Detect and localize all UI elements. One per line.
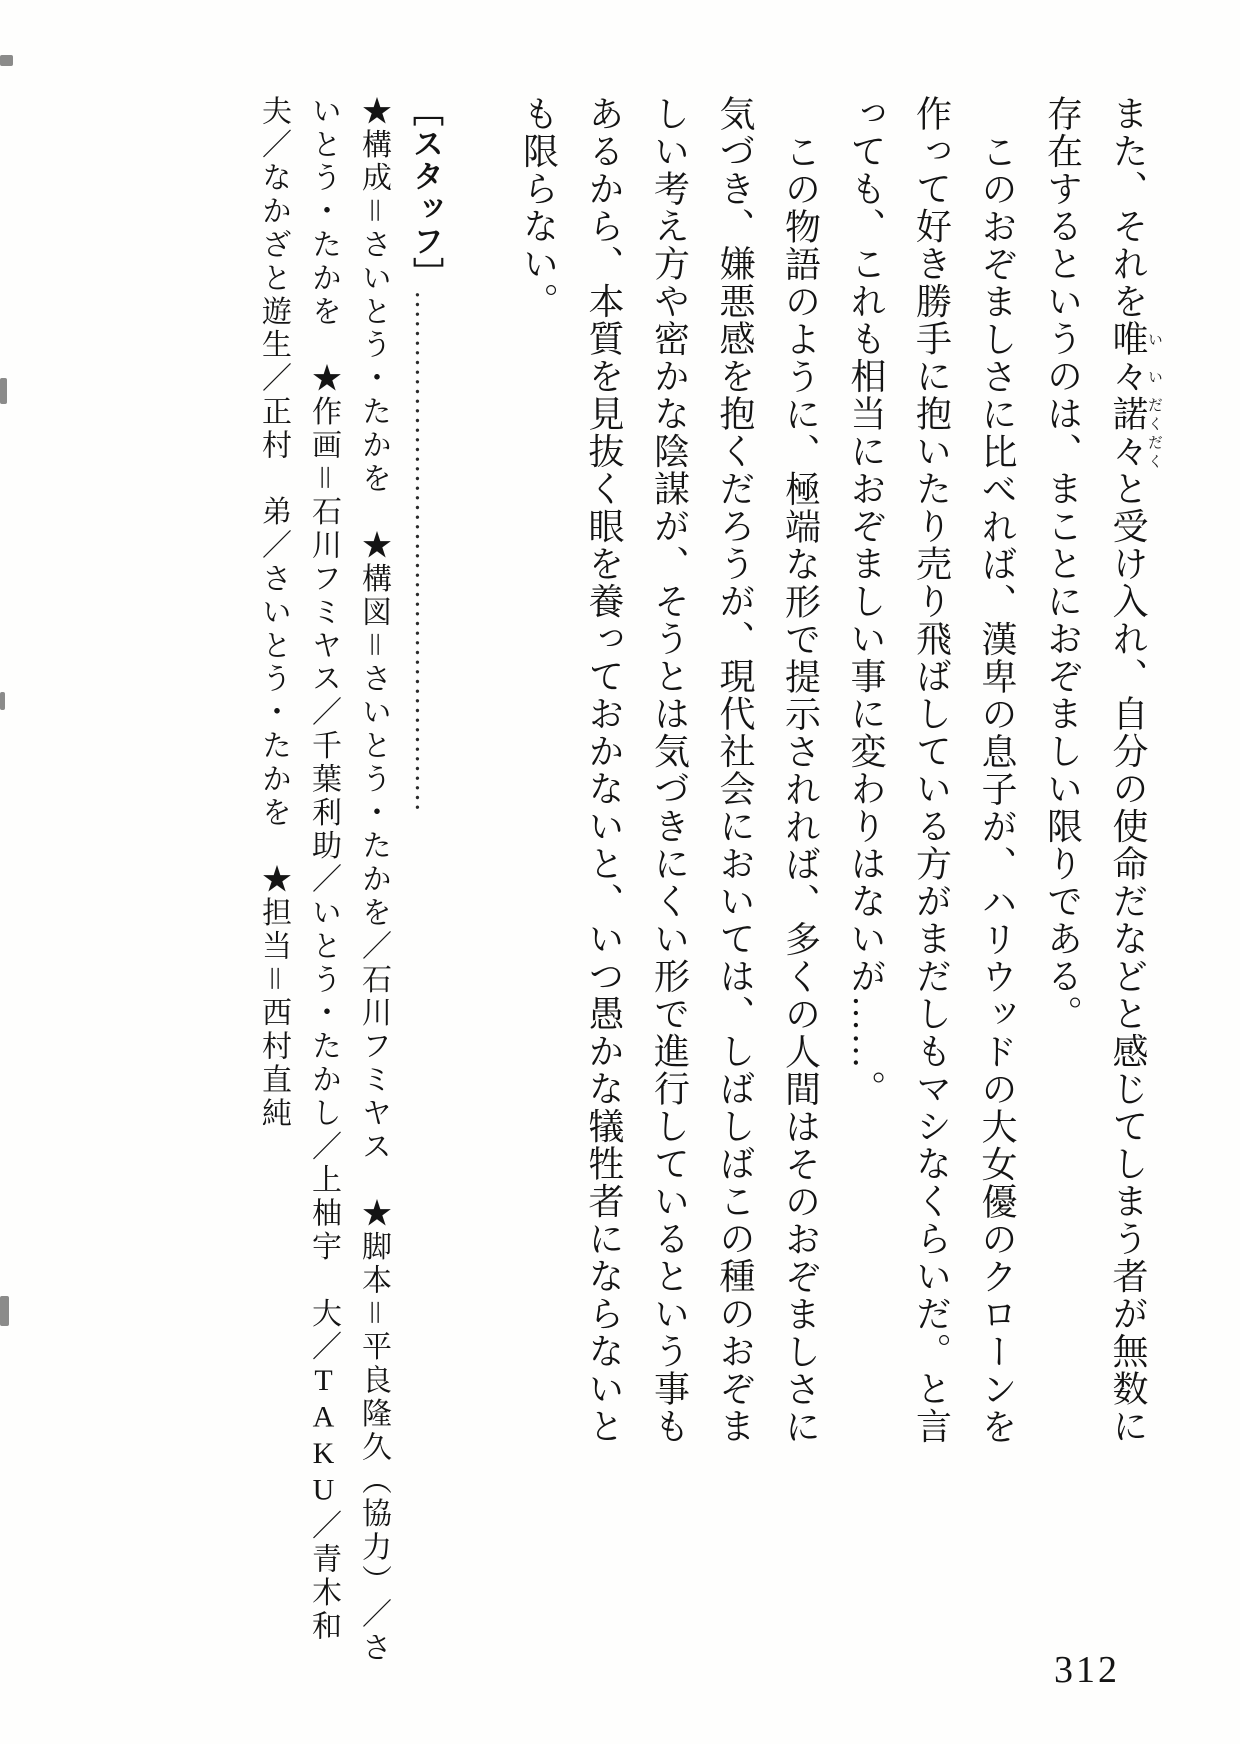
scan-artifact <box>0 55 13 66</box>
paragraph-column-1 <box>1095 95 1163 1525</box>
text-run: この物語のように、極端な形で提示されれば、多くの人間はそのおぞましさに <box>780 133 821 1446</box>
text-run: と受け入れ、自分の使命だなどと感じてしまう者が無数に <box>1108 470 1148 1445</box>
paragraph-column-9 <box>571 95 637 1525</box>
staff-credit-column-3 <box>248 95 298 1695</box>
scan-artifact <box>0 1296 9 1326</box>
staff-dotted-leader: ……………………………………………… <box>409 290 441 812</box>
text-run: いとう・たかを ★作画＝石川フミヤス／千葉利助／いとう・たかし／上柚宇 大／ <box>307 95 340 1365</box>
text-run: 存在するというのは、まことにおぞましい限りである。 <box>1042 95 1083 1033</box>
text-run: 夫／なかざと遊生／正村 弟／さいとう・たかを ★担当＝西村直純 <box>257 95 290 1131</box>
paragraph-column-3 <box>964 95 1030 1525</box>
furigana-ruby: 唯々いい <box>1108 320 1162 395</box>
paragraph-column-6 <box>767 95 833 1525</box>
paragraph-column-7 <box>702 95 768 1525</box>
text-run: 気づき、嫌悪感を抱くだろうが、現代社会においては、しばしばこの種のおぞま <box>715 95 755 1445</box>
text-run: っても、これも相当におぞましい事に変わりはないが……。 <box>846 95 886 1108</box>
staff-header-column <box>398 95 452 1695</box>
text-run: ★構成＝さいとう・たかを ★構図＝さいとう・たかを／石川フミヤス ★脚本＝平良隆久（協力）／さ <box>357 95 390 1665</box>
paragraph-column-2 <box>1029 95 1095 1525</box>
paragraph-column-10 <box>505 95 571 1525</box>
text-run: しい考え方や密かな陰謀が、そうとは気づきにくい形で進行しているという事も <box>649 95 690 1445</box>
text-run: このおぞましさに比べれば、漢卑の息子が、ハリウッドの大女優のクローンを <box>977 133 1017 1446</box>
text-run: ／青木和 <box>307 1509 340 1644</box>
text-run: あるから、本質を見抜く眼を養っておかないと、いつ愚かな犠牲者にならないと <box>584 95 624 1445</box>
text-run: 作って好き勝手に抱いたり売り飛ばしている方がまだしもマシなくらいだ。と言 <box>911 95 952 1445</box>
staff-credit-column-1 <box>348 95 398 1695</box>
paragraph-column-4 <box>898 95 964 1525</box>
text-run: また、それを <box>1108 95 1148 320</box>
paragraph-column-5 <box>833 95 899 1525</box>
staff-section <box>244 95 452 1695</box>
staff-header: ［スタッフ］ <box>408 95 443 290</box>
body-text <box>502 95 1162 1525</box>
page-number: 312 <box>1054 1649 1120 1691</box>
scan-artifact <box>0 378 7 404</box>
staff-credit-column-2 <box>298 95 348 1695</box>
text-run: TAKU <box>307 1364 340 1510</box>
scan-artifact <box>0 692 5 710</box>
text-run: も限らない。 <box>518 95 559 320</box>
paragraph-column-8 <box>636 95 702 1525</box>
furigana-ruby: 諾々だくだく <box>1108 395 1162 470</box>
